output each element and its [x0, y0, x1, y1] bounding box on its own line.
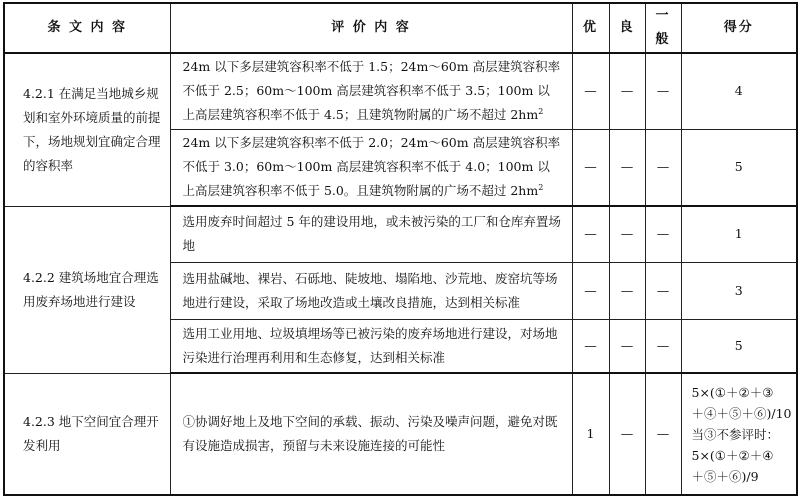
header-fair: 一般 [645, 3, 681, 53]
mark-fair: — [645, 262, 681, 319]
mark-excellent: — [572, 53, 609, 129]
evaluation-table [3, 2, 798, 496]
score-value: 5 [681, 129, 797, 206]
eval-content: 24m 以下多层建筑容积率不低于 2.0；24m～60m 高层建筑容积率不低于 3.0；60m～100m 高层建筑容积率不低于 4.0；100m 以上高层建筑容积率不低于 5.0。且建筑物附属的广场不超过 $2hm^2$ [170, 129, 572, 206]
mark-fair: — [645, 206, 681, 262]
score-formula [681, 373, 797, 495]
eval-content: 选用工业用地、垃圾填埋场等已被污染的废弃场地进行建设，对场地污染进行治理再利用和生态修复，达到相关标准 [170, 319, 572, 373]
formula-line: 5×(①＋②＋④ [691, 447, 774, 463]
mark-excellent: — [572, 129, 609, 206]
clause-4-2-1: 4.2.1 在满足当地城乡规划和室外环境质量的前提下，场地规划宜确定合理的容积率 [4, 53, 170, 206]
mark-good: — [609, 262, 645, 319]
score-value: 4 [681, 53, 797, 129]
mark-fair: — [645, 373, 681, 495]
mark-good: — [609, 53, 645, 129]
header-excellent: 优 [572, 3, 609, 53]
eval-content: ①协调好地上及地下空间的承载、振动、污染及噪声问题，避免对既有设施造成损害，预留与未来设施连接的可能性 [170, 373, 572, 495]
mark-good: — [609, 319, 645, 373]
mark-good: — [609, 206, 645, 262]
eval-content: 24m 以下多层建筑容积率不低于 1.5；24m～60m 高层建筑容积率不低于 2.5；60m～100m 高层建筑容积率不低于 3.5；100m 以上高层建筑容积率不低于 4.5；且建筑物附属的广场不超过 $2hm^2$ [170, 53, 572, 129]
clause-4-2-2: 4.2.2 建筑场地宜合理选用废弃场地进行建设 [4, 206, 170, 373]
header-score: 得分 [681, 3, 797, 53]
mark-excellent: 1 [572, 373, 609, 495]
mark-fair: — [645, 53, 681, 129]
formula-line: ＋⑤＋⑥)/9 [691, 468, 759, 484]
score-value: 1 [681, 206, 797, 262]
formula-line: ＋④＋⑤＋⑥)/10 [691, 405, 792, 421]
score-value: 3 [681, 262, 797, 319]
mark-excellent: — [572, 206, 609, 262]
formula-line: 当③不参评时： [691, 426, 780, 442]
mark-fair: — [645, 319, 681, 373]
formula-line: 5×(①＋②＋③ [691, 384, 774, 400]
table-row [4, 53, 797, 129]
mark-fair: — [645, 129, 681, 206]
table-row [4, 206, 797, 262]
mark-excellent: — [572, 262, 609, 319]
header-clause: 条 文 内 容 [4, 3, 170, 53]
mark-good: — [609, 373, 645, 495]
header-row [4, 3, 797, 53]
header-eval: 评 价 内 容 [170, 3, 572, 53]
eval-content: 选用盐碱地、裸岩、石砾地、陡坡地、塌陷地、沙荒地、废窑坑等场地进行建设，采取了场地改造或土壤改良措施，达到相关标准 [170, 262, 572, 319]
clause-4-2-3: 4.2.3 地下空间宜合理开发利用 [4, 373, 170, 495]
eval-content: 选用废弃时间超过 5 年的建设用地，或未被污染的工厂和仓库弃置场地 [170, 206, 572, 262]
mark-good: — [609, 129, 645, 206]
header-good: 良 [609, 3, 645, 53]
score-value: 5 [681, 319, 797, 373]
table-row [4, 373, 797, 495]
mark-excellent: — [572, 319, 609, 373]
